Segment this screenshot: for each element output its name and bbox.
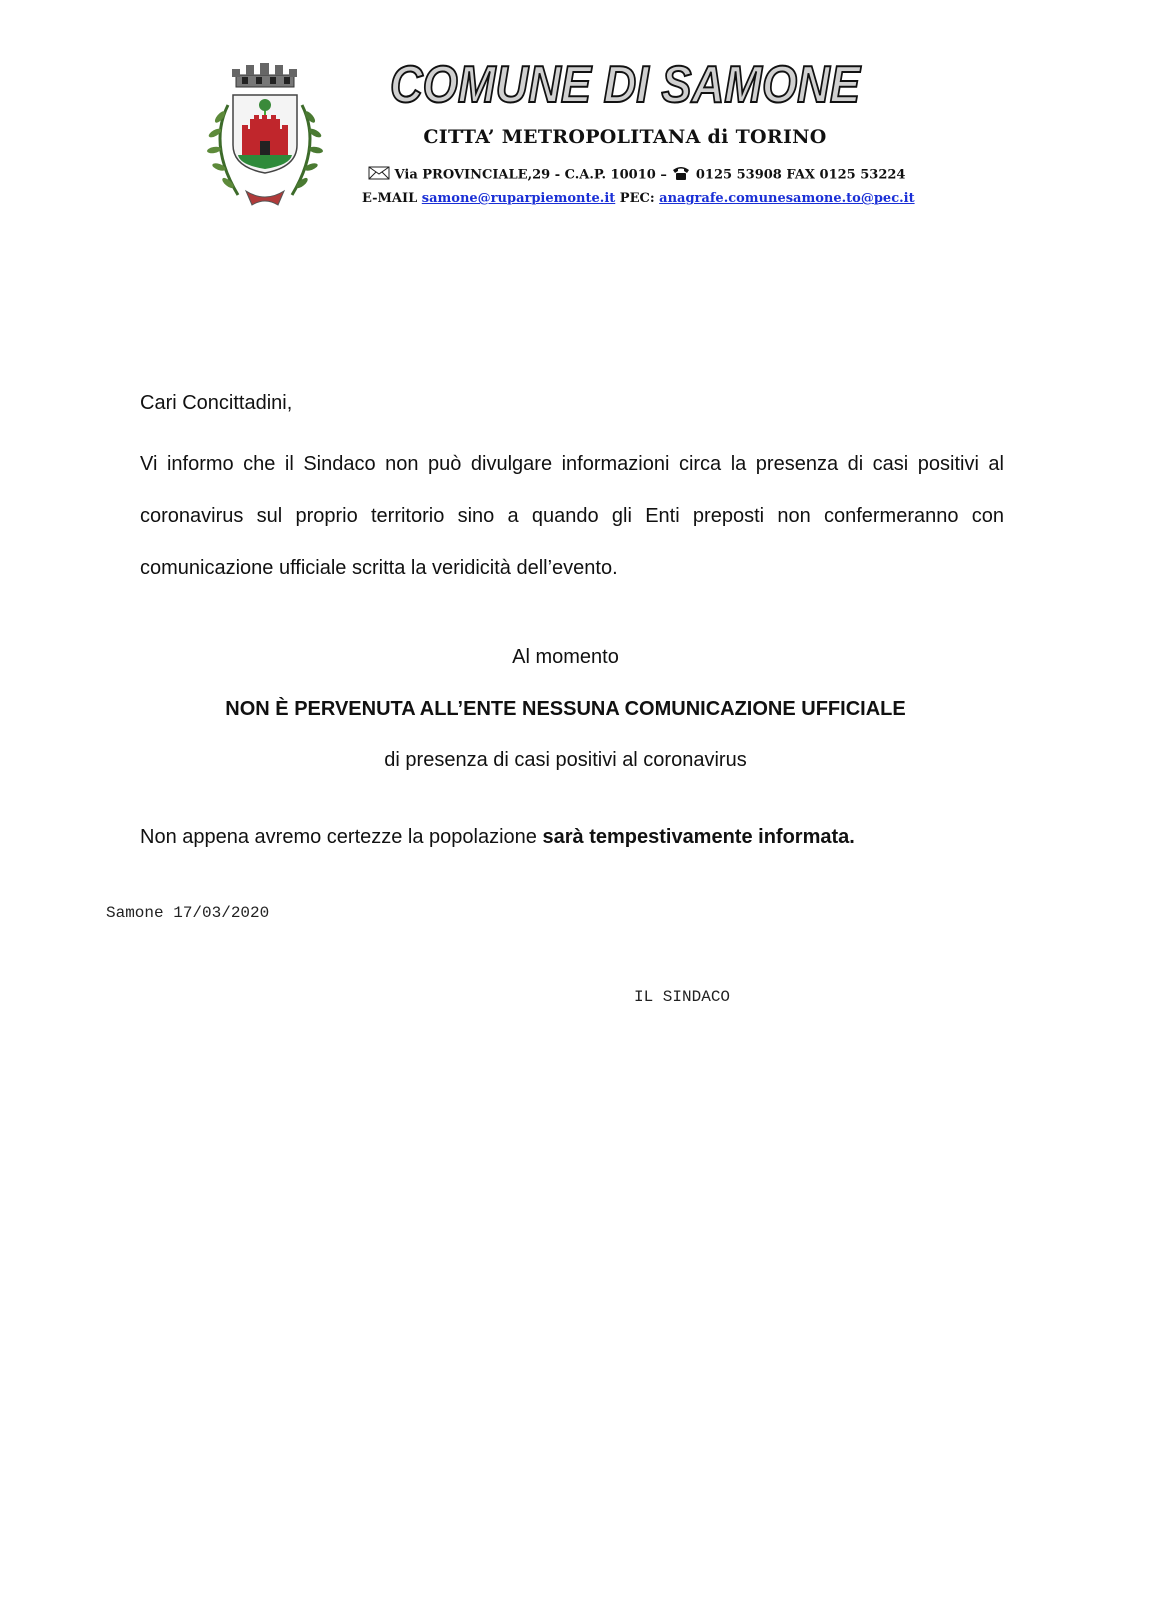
telephone-icon	[671, 165, 691, 185]
pec-label: PEC:	[619, 191, 655, 206]
phone-fax-text: 0125 53908 FAX 0125 53224	[695, 167, 906, 183]
closing-prefix: Non appena avremo certezze la popolazione	[140, 826, 543, 848]
greeting: Cari Concittadini,	[140, 392, 293, 414]
coat-of-arms-icon	[198, 55, 332, 213]
moment-line: Al momento	[512, 646, 619, 668]
metropolitan-city-subtitle: CITTA’ METROPOLITANA di TORINO	[423, 126, 827, 148]
contact-line	[362, 191, 922, 206]
coat-of-arms-graphic	[198, 55, 332, 213]
municipality-title-text: COMUNE DI SAMONE	[390, 56, 862, 114]
closing-bold: sarà tempestivamente informata.	[542, 826, 855, 848]
headline: NON È PERVENUTA ALL’ENTE NESSUNA COMUNICAZIONE UFFICIALE	[225, 698, 906, 720]
main-paragraph: Vi informo che il Sindaco non può divulgare informazioni circa la presenza di casi positivi al coronavirus sul proprio territorio sino a quando gli Enti preposti non confermeranno con comunicazione ufficiale scritta la veridicità dell’evento.	[140, 453, 1004, 579]
email-label: E-MAIL	[362, 191, 418, 206]
presence-line: di presenza di casi positivi al coronavirus	[384, 749, 747, 771]
signature: IL SINDACO	[634, 988, 731, 1006]
closing-sentence	[140, 826, 855, 849]
address-line	[368, 165, 908, 185]
address-text: Via PROVINCIALE,29 - C.A.P. 10010 –	[394, 167, 667, 183]
pec-link[interactable]: anagrafe.comunesamone.to@pec.it	[659, 191, 915, 206]
municipality-title	[380, 52, 870, 114]
envelope-icon	[368, 166, 390, 184]
place-date: Samone 17/03/2020	[106, 904, 270, 922]
email-link[interactable]: samone@ruparpiemonte.it	[421, 191, 616, 206]
